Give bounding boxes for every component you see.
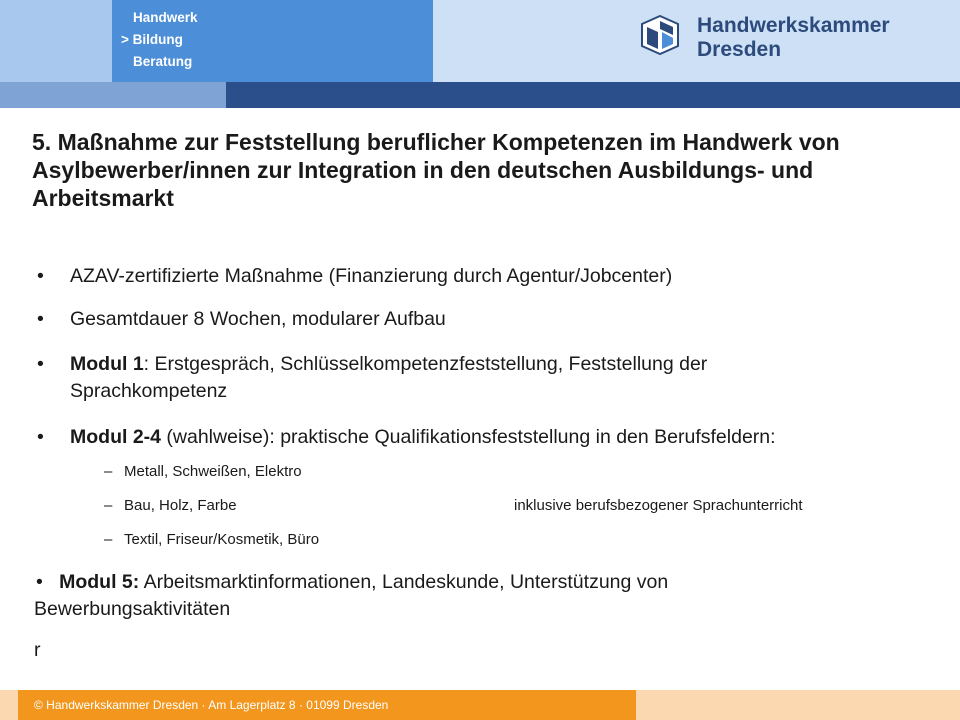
sub-item-textil: [104, 530, 320, 550]
bullet-modul-1-continuation: Sprachkompetenz: [70, 380, 228, 402]
sub-item-text: Textil, Friseur/Kosmetik, Büro: [124, 531, 320, 548]
bullet-modul-2-4: [37, 425, 776, 450]
bullet-text: AZAV-zertifizierte Maßnahme (Finanzierung durch Agentur/Jobcenter): [70, 265, 673, 287]
footer-address: © Handwerkskammer Dresden · Am Lagerplatz 8 · 01099 Dresden: [34, 698, 389, 712]
bullet-text: Gesamtdauer 8 Wochen, modularer Aufbau: [70, 308, 446, 330]
handwerkskammer-logo-icon: [640, 15, 680, 55]
stray-text: r: [34, 639, 41, 661]
sub-item-text: Metall, Schweißen, Elektro: [124, 463, 302, 480]
bullet-modul-5: [36, 570, 668, 595]
dash-glyph: –: [104, 463, 113, 480]
bullet-azav: [37, 264, 673, 289]
header-band: [0, 0, 960, 82]
logo-line-1: Handwerkskammer: [697, 14, 890, 37]
footer-band: [0, 690, 960, 720]
header-light-bar-segment: [0, 82, 226, 108]
bullet-modul-1: [37, 352, 708, 377]
bullet-text: Arbeitsmarktinformationen, Landeskunde, Unterstützung von: [139, 571, 669, 593]
bullet-dot: •: [37, 308, 44, 330]
footer-main-bar: [18, 690, 636, 720]
slide-title: 5. Maßnahme zur Feststellung beruflicher Kompetenzen im Handwerk von Asylbewerber/innen zur Integration in den deutschen Ausbildungs- und Arbeitsmarkt: [32, 129, 840, 211]
tagline-bildung: > Bildung: [121, 32, 183, 47]
sub-item-bau: [104, 496, 237, 516]
bullet-dot: •: [36, 571, 43, 593]
bullet-gesamtdauer: [37, 307, 446, 332]
dash-glyph: –: [104, 531, 113, 548]
bullet-dot: •: [37, 353, 44, 375]
sub-item-text: Bau, Holz, Farbe: [124, 497, 237, 514]
sprachunterricht-note: inklusive berufsbezogener Sprachunterricht: [514, 497, 803, 514]
bullet-bold-label: Modul 2-4: [70, 426, 161, 448]
tagline-beratung: Beratung: [133, 54, 193, 69]
bullet-text: : Erstgespräch, Schlüsselkompetenzfeststellung, Feststellung der: [143, 353, 708, 375]
bullet-bold-label: Modul 1: [70, 353, 144, 375]
tagline-handwerk: Handwerk: [133, 10, 198, 25]
dash-glyph: –: [104, 497, 113, 514]
bullet-text: (wahlweise): praktische Qualifikationsfeststellung in den Berufsfeldern:: [161, 426, 776, 448]
header-left-block: [0, 0, 112, 82]
logo-line-2: Dresden: [697, 38, 782, 61]
bullet-bold-label: Modul 5:: [59, 571, 140, 593]
bullet-modul-5-continuation: Bewerbungsaktivitäten: [34, 598, 231, 620]
bullet-dot: •: [37, 426, 44, 448]
bullet-dot: •: [37, 265, 44, 287]
tagline-box: [112, 0, 433, 82]
sub-item-metall: [104, 462, 302, 482]
logo-wordmark: [697, 14, 890, 62]
